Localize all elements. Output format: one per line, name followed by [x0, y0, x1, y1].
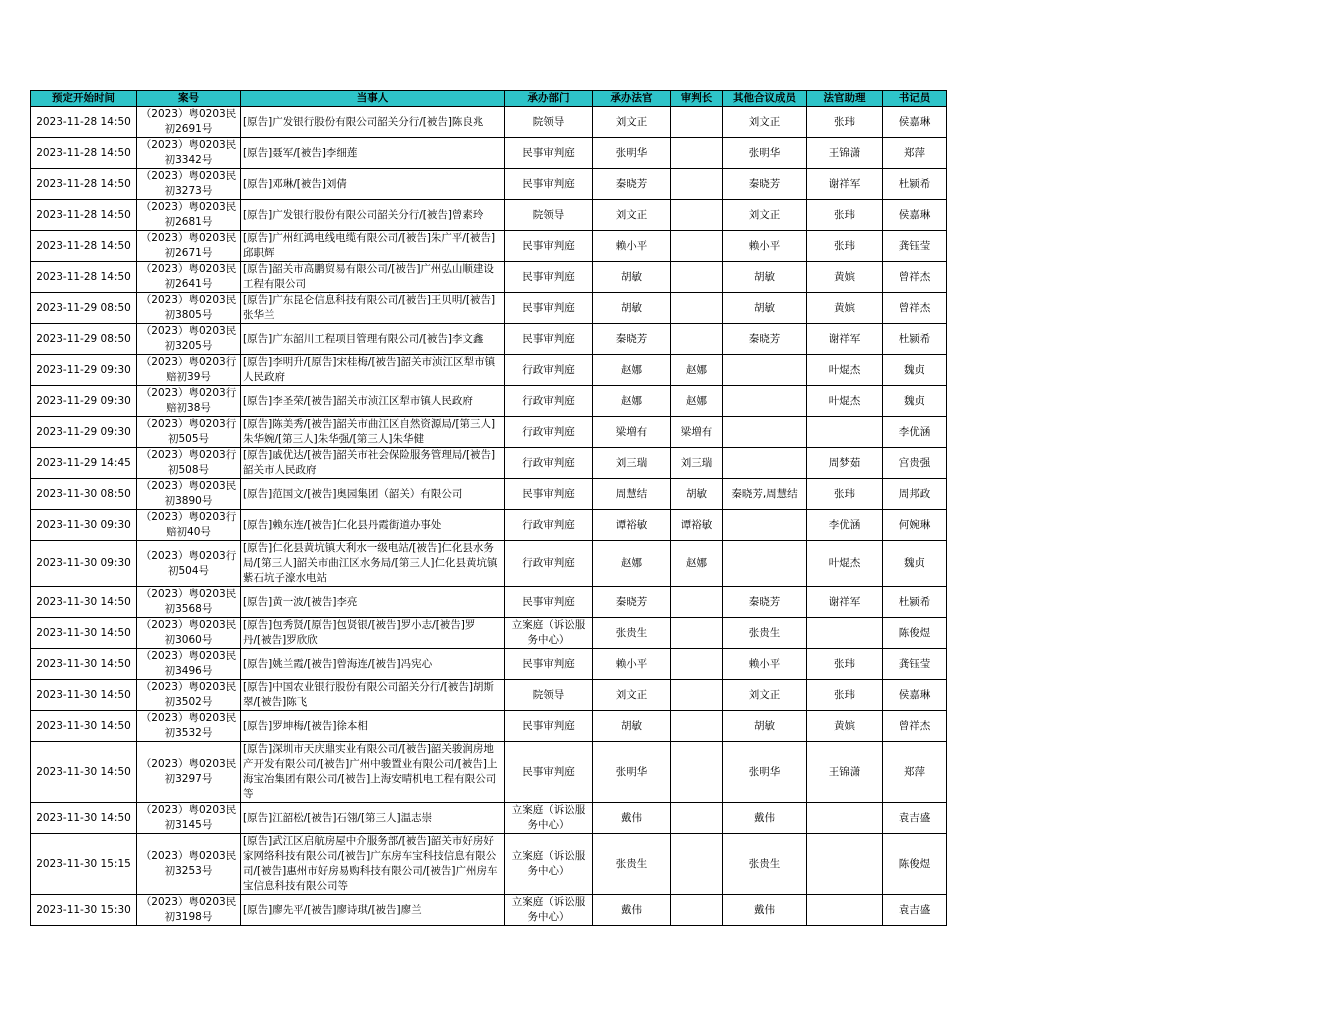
- cell-assistant: 叶焜杰: [807, 355, 883, 386]
- cell-case-number: （2023）粤0203行赔初39号: [137, 355, 241, 386]
- cell-case-number: （2023）粤0203行初505号: [137, 417, 241, 448]
- cell-clerk: 宫贵强: [883, 448, 947, 479]
- cell-chief-judge: [671, 293, 723, 324]
- table-row: [31, 895, 947, 926]
- col-header-judge: 承办法官: [593, 91, 671, 107]
- cell-panel-members: [723, 417, 807, 448]
- cell-panel-members: 胡敏: [723, 293, 807, 324]
- cell-chief-judge: 谭裕敏: [671, 510, 723, 541]
- table-row: [31, 417, 947, 448]
- cell-panel-members: 秦晓芳: [723, 587, 807, 618]
- cell-judge: 赖小平: [593, 231, 671, 262]
- cell-department: 立案庭（诉讼服务中心）: [505, 834, 593, 895]
- cell-chief-judge: 赵娜: [671, 386, 723, 417]
- cell-parties: [原告]黄一波/[被告]李亮: [241, 587, 505, 618]
- cell-department: 立案庭（诉讼服务中心）: [505, 803, 593, 834]
- cell-case-number: （2023）粤0203民初2691号: [137, 107, 241, 138]
- cell-clerk: 周邦政: [883, 479, 947, 510]
- cell-panel-members: [723, 541, 807, 587]
- cell-clerk: 龚钰莹: [883, 231, 947, 262]
- cell-start-time: 2023-11-29 09:30: [31, 355, 137, 386]
- cell-chief-judge: [671, 834, 723, 895]
- cell-start-time: 2023-11-28 14:50: [31, 107, 137, 138]
- cell-judge: 张贵生: [593, 618, 671, 649]
- table-row: [31, 649, 947, 680]
- cell-department: 立案庭（诉讼服务中心）: [505, 618, 593, 649]
- cell-chief-judge: 胡敏: [671, 479, 723, 510]
- cell-panel-members: 赖小平: [723, 231, 807, 262]
- cell-chief-judge: [671, 138, 723, 169]
- cell-clerk: 袁吉盛: [883, 803, 947, 834]
- cell-case-number: （2023）粤0203民初3273号: [137, 169, 241, 200]
- table-row: [31, 803, 947, 834]
- cell-chief-judge: [671, 618, 723, 649]
- cell-start-time: 2023-11-30 14:50: [31, 803, 137, 834]
- table-row: [31, 742, 947, 803]
- cell-case-number: （2023）粤0203民初3502号: [137, 680, 241, 711]
- cell-department: 民事审判庭: [505, 169, 593, 200]
- cell-assistant: 黄嫔: [807, 262, 883, 293]
- cell-parties: [原告]姚兰霞/[被告]曾海连/[被告]冯宪心: [241, 649, 505, 680]
- cell-chief-judge: [671, 680, 723, 711]
- cell-department: 立案庭（诉讼服务中心）: [505, 895, 593, 926]
- cell-case-number: （2023）粤0203民初3145号: [137, 803, 241, 834]
- cell-parties: [原告]广东昆仑信息科技有限公司/[被告]王贝明/[被告]张华兰: [241, 293, 505, 324]
- table-row: [31, 200, 947, 231]
- cell-case-number: （2023）粤0203民初2681号: [137, 200, 241, 231]
- cell-parties: [原告]江韶松/[被告]石翎/[第三人]温志崇: [241, 803, 505, 834]
- cell-clerk: 曾祥杰: [883, 262, 947, 293]
- cell-assistant: 张玮: [807, 479, 883, 510]
- cell-case-number: （2023）粤0203民初3532号: [137, 711, 241, 742]
- cell-assistant: 黄嫔: [807, 293, 883, 324]
- cell-judge: 胡敏: [593, 262, 671, 293]
- cell-assistant: 谢祥军: [807, 324, 883, 355]
- cell-start-time: 2023-11-30 14:50: [31, 649, 137, 680]
- cell-judge: 胡敏: [593, 293, 671, 324]
- cell-case-number: （2023）粤0203民初3342号: [137, 138, 241, 169]
- cell-clerk: 曾祥杰: [883, 711, 947, 742]
- table-row: [31, 107, 947, 138]
- cell-department: 民事审判庭: [505, 587, 593, 618]
- cell-department: 院领导: [505, 200, 593, 231]
- cell-clerk: 龚钰莹: [883, 649, 947, 680]
- cell-department: 院领导: [505, 107, 593, 138]
- cell-parties: [原告]聂军/[被告]李细莲: [241, 138, 505, 169]
- cell-panel-members: 戴伟: [723, 895, 807, 926]
- table-row: [31, 324, 947, 355]
- col-header-assistant: 法官助理: [807, 91, 883, 107]
- cell-case-number: （2023）粤0203行赔初38号: [137, 386, 241, 417]
- cell-case-number: （2023）粤0203民初2641号: [137, 262, 241, 293]
- cell-department: 民事审判庭: [505, 293, 593, 324]
- header-row: [31, 91, 947, 107]
- cell-panel-members: 秦晓芳: [723, 324, 807, 355]
- cell-parties: [原告]仁化县黄坑镇大利水一级电站/[被告]仁化县水务局/[第三人]韶关市曲江区水务局/[第三人]仁化县黄坑镇紫石坑子濠水电站: [241, 541, 505, 587]
- cell-clerk: 郑萍: [883, 742, 947, 803]
- cell-panel-members: 胡敏: [723, 711, 807, 742]
- col-header-clerk: 书记员: [883, 91, 947, 107]
- cell-start-time: 2023-11-30 14:50: [31, 587, 137, 618]
- cell-start-time: 2023-11-30 09:30: [31, 510, 137, 541]
- cell-assistant: 黄嫔: [807, 711, 883, 742]
- cell-case-number: （2023）粤0203民初2671号: [137, 231, 241, 262]
- cell-chief-judge: [671, 200, 723, 231]
- cell-clerk: 魏贞: [883, 355, 947, 386]
- cell-parties: [原告]广发银行股份有限公司韶关分行/[被告]曾素玲: [241, 200, 505, 231]
- cell-chief-judge: [671, 231, 723, 262]
- col-header-chief-judge: 审判长: [671, 91, 723, 107]
- cell-judge: 梁増有: [593, 417, 671, 448]
- table-row: [31, 834, 947, 895]
- table-row: [31, 448, 947, 479]
- cell-panel-members: 戴伟: [723, 803, 807, 834]
- cell-panel-members: 胡敏: [723, 262, 807, 293]
- cell-assistant: 张玮: [807, 680, 883, 711]
- cell-assistant: [807, 618, 883, 649]
- cell-start-time: 2023-11-29 14:45: [31, 448, 137, 479]
- cell-department: 民事审判庭: [505, 262, 593, 293]
- cell-chief-judge: [671, 711, 723, 742]
- cell-case-number: （2023）粤0203行赔初40号: [137, 510, 241, 541]
- cell-chief-judge: [671, 895, 723, 926]
- cell-judge: 周慧结: [593, 479, 671, 510]
- cell-chief-judge: 刘三瑞: [671, 448, 723, 479]
- cell-assistant: 周梦茹: [807, 448, 883, 479]
- cell-case-number: （2023）粤0203民初3253号: [137, 834, 241, 895]
- hearing-schedule-table: [30, 90, 947, 926]
- cell-start-time: 2023-11-30 15:30: [31, 895, 137, 926]
- cell-start-time: 2023-11-28 14:50: [31, 169, 137, 200]
- col-header-panel-members: 其他合议成员: [723, 91, 807, 107]
- col-header-start-time: 预定开始时间: [31, 91, 137, 107]
- cell-start-time: 2023-11-30 14:50: [31, 618, 137, 649]
- cell-case-number: （2023）粤0203民初3060号: [137, 618, 241, 649]
- cell-clerk: 魏贞: [883, 386, 947, 417]
- cell-assistant: 谢祥军: [807, 169, 883, 200]
- cell-parties: [原告]武江区启航房屋中介服务部/[被告]韶关市好房好家网络科技有限公司/[被告]广东房车宝科技信息有限公司/[被告]惠州市好房易购科技有限公司/[被告]广州房车宝信息科技有限公司等: [241, 834, 505, 895]
- cell-judge: 秦晓芳: [593, 169, 671, 200]
- cell-start-time: 2023-11-28 14:50: [31, 200, 137, 231]
- cell-parties: [原告]李明升/[原告]宋桂梅/[被告]韶关市浈江区犁市镇人民政府: [241, 355, 505, 386]
- cell-panel-members: 张明华: [723, 138, 807, 169]
- table-row: [31, 138, 947, 169]
- cell-chief-judge: [671, 262, 723, 293]
- cell-clerk: 魏贞: [883, 541, 947, 587]
- cell-chief-judge: [671, 587, 723, 618]
- cell-panel-members: 秦晓芳,周慧结: [723, 479, 807, 510]
- cell-panel-members: 张明华: [723, 742, 807, 803]
- col-header-case-number: 案号: [137, 91, 241, 107]
- cell-department: 民事审判庭: [505, 231, 593, 262]
- table-row: [31, 541, 947, 587]
- table-row: [31, 711, 947, 742]
- cell-parties: [原告]戚优达/[被告]韶关市社会保险服务管理局/[被告]韶关市人民政府: [241, 448, 505, 479]
- table-row: [31, 510, 947, 541]
- cell-department: 民事审判庭: [505, 324, 593, 355]
- cell-start-time: 2023-11-30 09:30: [31, 541, 137, 587]
- cell-assistant: [807, 417, 883, 448]
- cell-clerk: 李优涵: [883, 417, 947, 448]
- table-row: [31, 587, 947, 618]
- cell-panel-members: [723, 386, 807, 417]
- cell-assistant: [807, 803, 883, 834]
- cell-parties: [原告]范国文/[被告]奥园集团（韶关）有限公司: [241, 479, 505, 510]
- table-row: [31, 262, 947, 293]
- cell-clerk: 侯嘉琳: [883, 680, 947, 711]
- cell-judge: 赖小平: [593, 649, 671, 680]
- cell-clerk: 袁吉盛: [883, 895, 947, 926]
- col-header-department: 承办部门: [505, 91, 593, 107]
- cell-department: 民事审判庭: [505, 479, 593, 510]
- cell-parties: [原告]廖先平/[被告]廖诗琪/[被告]廖兰: [241, 895, 505, 926]
- cell-assistant: 谢祥军: [807, 587, 883, 618]
- cell-start-time: 2023-11-30 14:50: [31, 742, 137, 803]
- table-row: [31, 386, 947, 417]
- cell-case-number: （2023）粤0203行初508号: [137, 448, 241, 479]
- table-row: [31, 231, 947, 262]
- cell-panel-members: 张贵生: [723, 618, 807, 649]
- cell-judge: 秦晓芳: [593, 587, 671, 618]
- cell-parties: [原告]邓琳/[被告]刘倩: [241, 169, 505, 200]
- cell-chief-judge: [671, 107, 723, 138]
- cell-department: 民事审判庭: [505, 649, 593, 680]
- cell-assistant: 张玮: [807, 200, 883, 231]
- cell-start-time: 2023-11-30 14:50: [31, 680, 137, 711]
- col-header-parties: 当事人: [241, 91, 505, 107]
- cell-clerk: 曾祥杰: [883, 293, 947, 324]
- cell-start-time: 2023-11-30 15:15: [31, 834, 137, 895]
- cell-clerk: 杜颍希: [883, 169, 947, 200]
- cell-assistant: 叶焜杰: [807, 386, 883, 417]
- cell-assistant: 叶焜杰: [807, 541, 883, 587]
- cell-parties: [原告]深圳市天庆鼎实业有限公司/[被告]韶关骏润房地产开发有限公司/[被告]广州中骏置业有限公司/[被告]上海宝冶集团有限公司/[被告]上海安晴机电工程有限公司等: [241, 742, 505, 803]
- cell-judge: 张贵生: [593, 834, 671, 895]
- cell-judge: 赵娜: [593, 541, 671, 587]
- cell-judge: 赵娜: [593, 355, 671, 386]
- cell-clerk: 侯嘉琳: [883, 200, 947, 231]
- cell-parties: [原告]李圣荣/[被告]韶关市浈江区犁市镇人民政府: [241, 386, 505, 417]
- cell-assistant: 李优涵: [807, 510, 883, 541]
- cell-assistant: 王锦潇: [807, 742, 883, 803]
- cell-start-time: 2023-11-29 08:50: [31, 293, 137, 324]
- cell-department: 民事审判庭: [505, 138, 593, 169]
- cell-department: 行政审判庭: [505, 541, 593, 587]
- cell-judge: 张明华: [593, 742, 671, 803]
- cell-clerk: 陈俊煜: [883, 834, 947, 895]
- cell-parties: [原告]中国农业银行股份有限公司韶关分行/[被告]胡斯翠/[被告]陈飞: [241, 680, 505, 711]
- cell-panel-members: [723, 448, 807, 479]
- cell-chief-judge: 赵娜: [671, 355, 723, 386]
- cell-chief-judge: [671, 649, 723, 680]
- cell-judge: 戴伟: [593, 803, 671, 834]
- cell-start-time: 2023-11-28 14:50: [31, 262, 137, 293]
- cell-case-number: （2023）粤0203民初3568号: [137, 587, 241, 618]
- cell-panel-members: 刘文正: [723, 107, 807, 138]
- cell-start-time: 2023-11-30 14:50: [31, 711, 137, 742]
- cell-clerk: 郑萍: [883, 138, 947, 169]
- cell-start-time: 2023-11-28 14:50: [31, 138, 137, 169]
- table-body: [31, 107, 947, 926]
- cell-chief-judge: [671, 742, 723, 803]
- cell-chief-judge: [671, 324, 723, 355]
- cell-assistant: 张玮: [807, 231, 883, 262]
- cell-parties: [原告]韶关市高鹏贸易有限公司/[被告]广州弘山顺建设工程有限公司: [241, 262, 505, 293]
- cell-assistant: [807, 895, 883, 926]
- cell-department: 行政审判庭: [505, 510, 593, 541]
- cell-judge: 秦晓芳: [593, 324, 671, 355]
- cell-start-time: 2023-11-30 08:50: [31, 479, 137, 510]
- cell-case-number: （2023）粤0203民初3890号: [137, 479, 241, 510]
- cell-start-time: 2023-11-28 14:50: [31, 231, 137, 262]
- table-row: [31, 355, 947, 386]
- cell-clerk: 杜颍希: [883, 324, 947, 355]
- cell-start-time: 2023-11-29 09:30: [31, 386, 137, 417]
- cell-judge: 刘文正: [593, 107, 671, 138]
- cell-parties: [原告]广州红鸿电线电缆有限公司/[被告]朱广平/[被告]邱职辉: [241, 231, 505, 262]
- cell-start-time: 2023-11-29 09:30: [31, 417, 137, 448]
- table-row: [31, 680, 947, 711]
- cell-department: 行政审判庭: [505, 448, 593, 479]
- cell-panel-members: 刘文正: [723, 680, 807, 711]
- cell-case-number: （2023）粤0203民初3297号: [137, 742, 241, 803]
- cell-department: 院领导: [505, 680, 593, 711]
- cell-judge: 张明华: [593, 138, 671, 169]
- cell-chief-judge: [671, 803, 723, 834]
- cell-start-time: 2023-11-29 08:50: [31, 324, 137, 355]
- table-row: [31, 169, 947, 200]
- cell-clerk: 侯嘉琳: [883, 107, 947, 138]
- cell-judge: 胡敏: [593, 711, 671, 742]
- table-row: [31, 618, 947, 649]
- cell-assistant: 张玮: [807, 649, 883, 680]
- cell-clerk: 何婉琳: [883, 510, 947, 541]
- cell-panel-members: [723, 510, 807, 541]
- cell-department: 民事审判庭: [505, 711, 593, 742]
- cell-case-number: （2023）粤0203民初3496号: [137, 649, 241, 680]
- cell-judge: 赵娜: [593, 386, 671, 417]
- cell-case-number: （2023）粤0203民初3805号: [137, 293, 241, 324]
- cell-parties: [原告]罗坤梅/[被告]徐本相: [241, 711, 505, 742]
- cell-department: 行政审判庭: [505, 386, 593, 417]
- cell-parties: [原告]广东韶川工程项目管理有限公司/[被告]李文鑫: [241, 324, 505, 355]
- cell-parties: [原告]陈美秀/[被告]韶关市曲江区自然资源局/[第三人]朱华婉/[第三人]朱华强/[第三人]朱华健: [241, 417, 505, 448]
- table-row: [31, 479, 947, 510]
- cell-assistant: 张玮: [807, 107, 883, 138]
- cell-judge: 刘文正: [593, 200, 671, 231]
- cell-assistant: 王锦潇: [807, 138, 883, 169]
- cell-clerk: 杜颍希: [883, 587, 947, 618]
- cell-chief-judge: [671, 169, 723, 200]
- cell-department: 行政审判庭: [505, 355, 593, 386]
- cell-assistant: [807, 834, 883, 895]
- cell-parties: [原告]包秀贤/[原告]包贤银/[被告]罗小志/[被告]罗丹/[被告]罗欣欣: [241, 618, 505, 649]
- cell-chief-judge: 梁増有: [671, 417, 723, 448]
- cell-judge: 刘三瑞: [593, 448, 671, 479]
- cell-department: 民事审判庭: [505, 742, 593, 803]
- cell-panel-members: 秦晓芳: [723, 169, 807, 200]
- cell-case-number: （2023）粤0203民初3198号: [137, 895, 241, 926]
- cell-parties: [原告]赖东连/[被告]仁化县丹霞街道办事处: [241, 510, 505, 541]
- cell-judge: 谭裕敏: [593, 510, 671, 541]
- cell-parties: [原告]广发银行股份有限公司韶关分行/[被告]陈良兆: [241, 107, 505, 138]
- cell-panel-members: [723, 355, 807, 386]
- cell-chief-judge: 赵娜: [671, 541, 723, 587]
- table-row: [31, 293, 947, 324]
- cell-case-number: （2023）粤0203民初3205号: [137, 324, 241, 355]
- cell-judge: 戴伟: [593, 895, 671, 926]
- cell-department: 行政审判庭: [505, 417, 593, 448]
- cell-case-number: （2023）粤0203行初504号: [137, 541, 241, 587]
- cell-judge: 刘文正: [593, 680, 671, 711]
- cell-panel-members: 赖小平: [723, 649, 807, 680]
- cell-panel-members: 张贵生: [723, 834, 807, 895]
- cell-panel-members: 刘文正: [723, 200, 807, 231]
- cell-clerk: 陈俊煜: [883, 618, 947, 649]
